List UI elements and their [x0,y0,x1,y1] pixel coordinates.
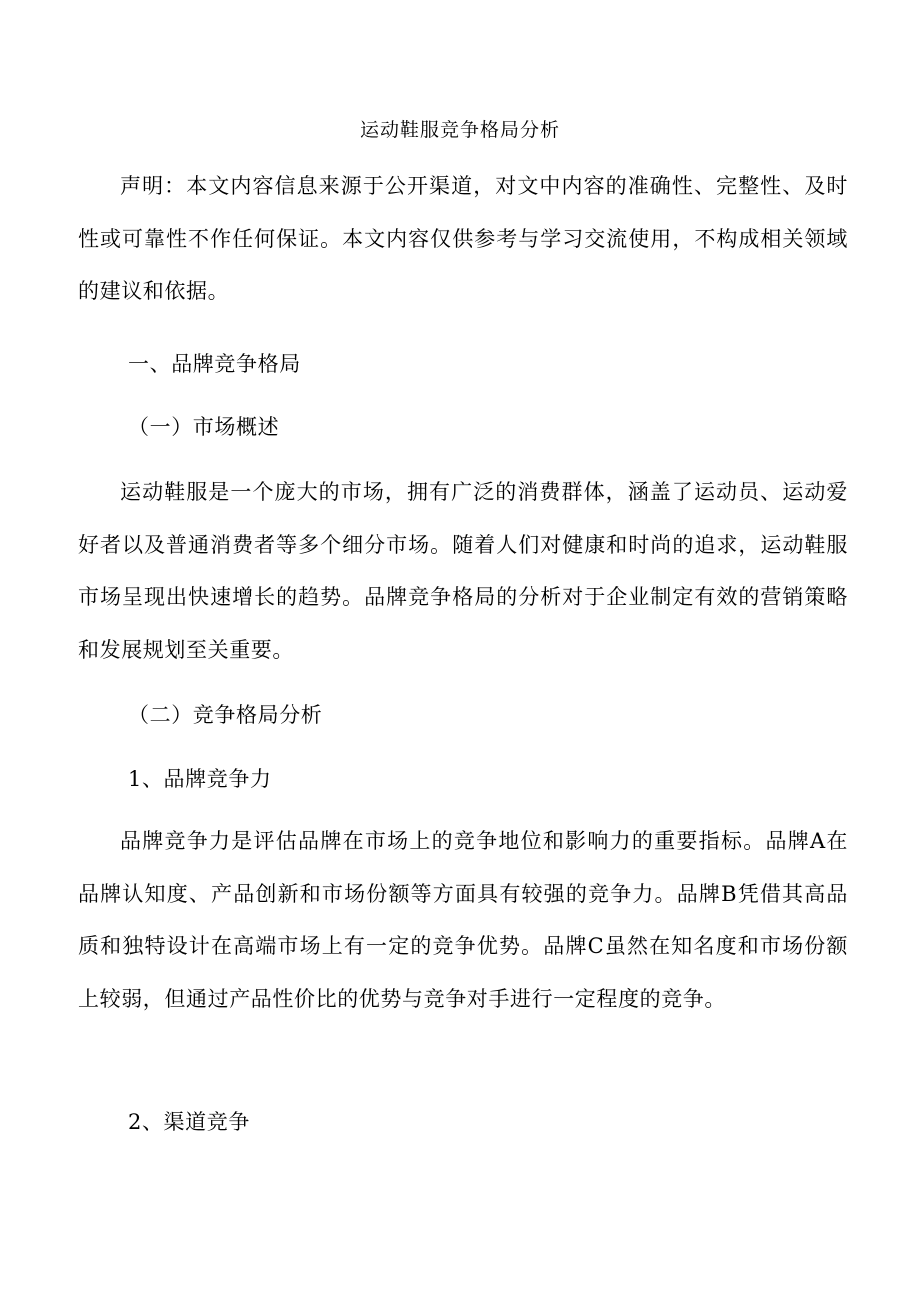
document-title: 运动鞋服竞争格局分析 [359,119,560,141]
disclaimer-paragraph: 声明：本文内容信息来源于公开渠道，对文中内容的准确性、完整性、及时性或可靠性不作任何保证。本文内容仅供参考与学习交流使用，不构成相关领域的建议和依据。 [78,174,848,303]
market-overview-paragraph: 运动鞋服是一个庞大的市场，拥有广泛的消费群体，涵盖了运动员、运动爱好者以及普通消费者等多个细分市场。随着人们对健康和时尚的追求，运动鞋服市场呈现出快速增长的趋势。品牌竞争格局的分析对于企业制定有效的营销策略和发展规划至关重要。 [78,480,848,662]
item-heading-channel-competition: 2、渠道竞争 [128,1110,250,1134]
brand-competitiveness-paragraph: 品牌竞争力是评估品牌在市场上的竞争地位和影响力的重要指标。品牌A在品牌认知度、产品创新和市场份额等方面具有较强的竞争力。品牌B凭借其高品质和独特设计在高端市场上有一定的竞争优势。品牌C虽然在知名度和市场份额上较弱，但通过产品性价比的优势与竞争对手进行一定程度的竞争。 [78,829,848,1011]
item-heading-brand-competitiveness: 1、品牌竞争力 [128,767,272,791]
subsection-heading-competition-analysis: （二）竞争格局分析 [128,703,323,727]
subsection-heading-market-overview: （一）市场概述 [128,415,280,439]
section-heading-brand-competition: 一、品牌竞争格局 [128,352,301,376]
